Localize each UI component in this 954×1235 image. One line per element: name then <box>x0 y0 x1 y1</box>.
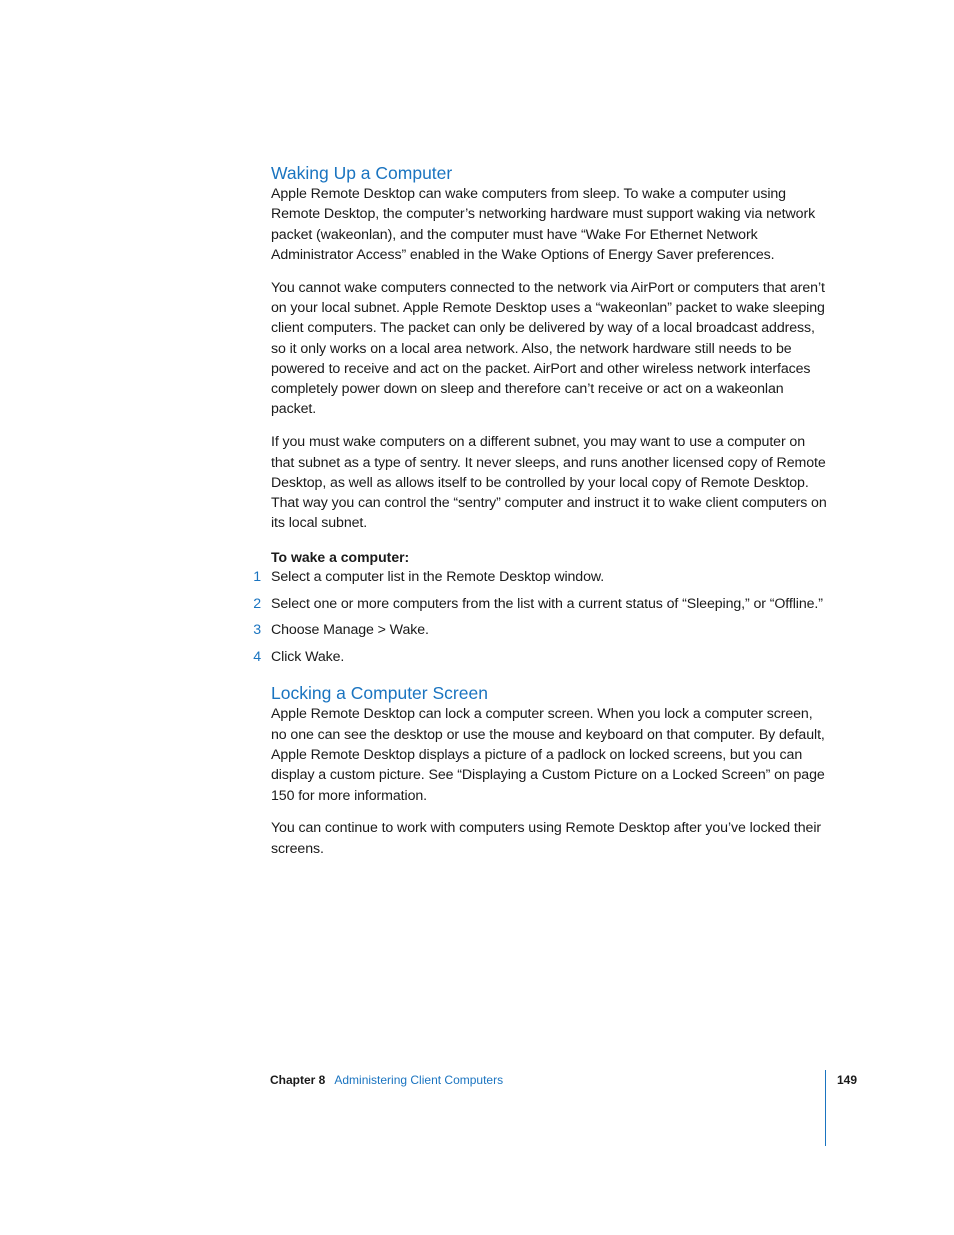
step-text: Select one or more computers from the list with a current status of “Sleeping,” or “Offline.” <box>271 595 823 612</box>
page-number: 149 <box>837 1073 858 1087</box>
step-number: 2 <box>253 595 261 612</box>
section-heading-waking-up: Waking Up a Computer <box>271 163 453 183</box>
paragraph: You can continue to work with computers using Remote Desktop after you’ve locked their screens. <box>271 820 821 857</box>
section-heading-locking-screen: Locking a Computer Screen <box>271 683 488 704</box>
list-item <box>253 567 831 587</box>
step-text: Select a computer list in the Remote Desktop window. <box>271 568 605 585</box>
step-number: 3 <box>253 622 261 639</box>
steps-list <box>253 567 831 668</box>
paragraph: Apple Remote Desktop can lock a computer screen. When you lock a computer screen, no one can see the desktop or use the mouse and keyboard on that computer. By default, Apple Remote Desktop displays a picture of a padlock on locked screens, but you can display a custom picture. See “Displaying a Custom Picture on a Locked Screen” on page 150 for more information. <box>271 706 825 804</box>
footer-chapter-label: Chapter 8 <box>270 1073 326 1087</box>
procedure-title: To wake a computer: <box>271 548 410 565</box>
section-waking-up <box>253 162 831 667</box>
step-number: 1 <box>253 568 261 585</box>
list-item <box>253 647 831 667</box>
footer-chapter-title: Administering Client Computers <box>334 1073 504 1087</box>
step-number: 4 <box>253 649 261 666</box>
page-content <box>253 162 831 859</box>
step-text: Click Wake. <box>271 649 345 666</box>
paragraph: You cannot wake computers connected to the network via AirPort or computers that aren’t on your local subnet. Apple Remote Desktop uses a “wakeonlan” packet to wake sleeping client computers. The packet can only be delivered by way of a local broadcast address, so it only works on a local area network. Also, the network hardware still needs to be powered to receive and act on the packet. AirPort and other wireless network interfaces completely power down on sleep and therefore can’t receive or act on a wakeonlan packet. <box>271 279 825 418</box>
list-item <box>253 620 831 640</box>
paragraph: If you must wake computers on a different subnet, you may want to use a computer on that subnet as a type of sentry. It never sleeps, and runs another licensed copy of Remote Desktop, as well as allows itself to be controlled by your local copy of Remote Desktop. That way you can control the “sentry” computer and instruct it to wake client computers on its local subnet. <box>271 434 827 532</box>
list-item <box>253 594 831 614</box>
step-text: Choose Manage > Wake. <box>271 622 429 639</box>
page-footer <box>270 1072 830 1088</box>
paragraph: Apple Remote Desktop can wake computers from sleep. To wake a computer using Remote Desktop, the computer’s networking hardware must support waking via network packet (wakeonlan), and the computer must have “Wake For Ethernet Network Administrator Access” enabled in the Wake Options of Energy Saver preferences. <box>271 186 816 263</box>
section-locking-screen <box>271 682 831 859</box>
footer-divider <box>825 1070 826 1146</box>
